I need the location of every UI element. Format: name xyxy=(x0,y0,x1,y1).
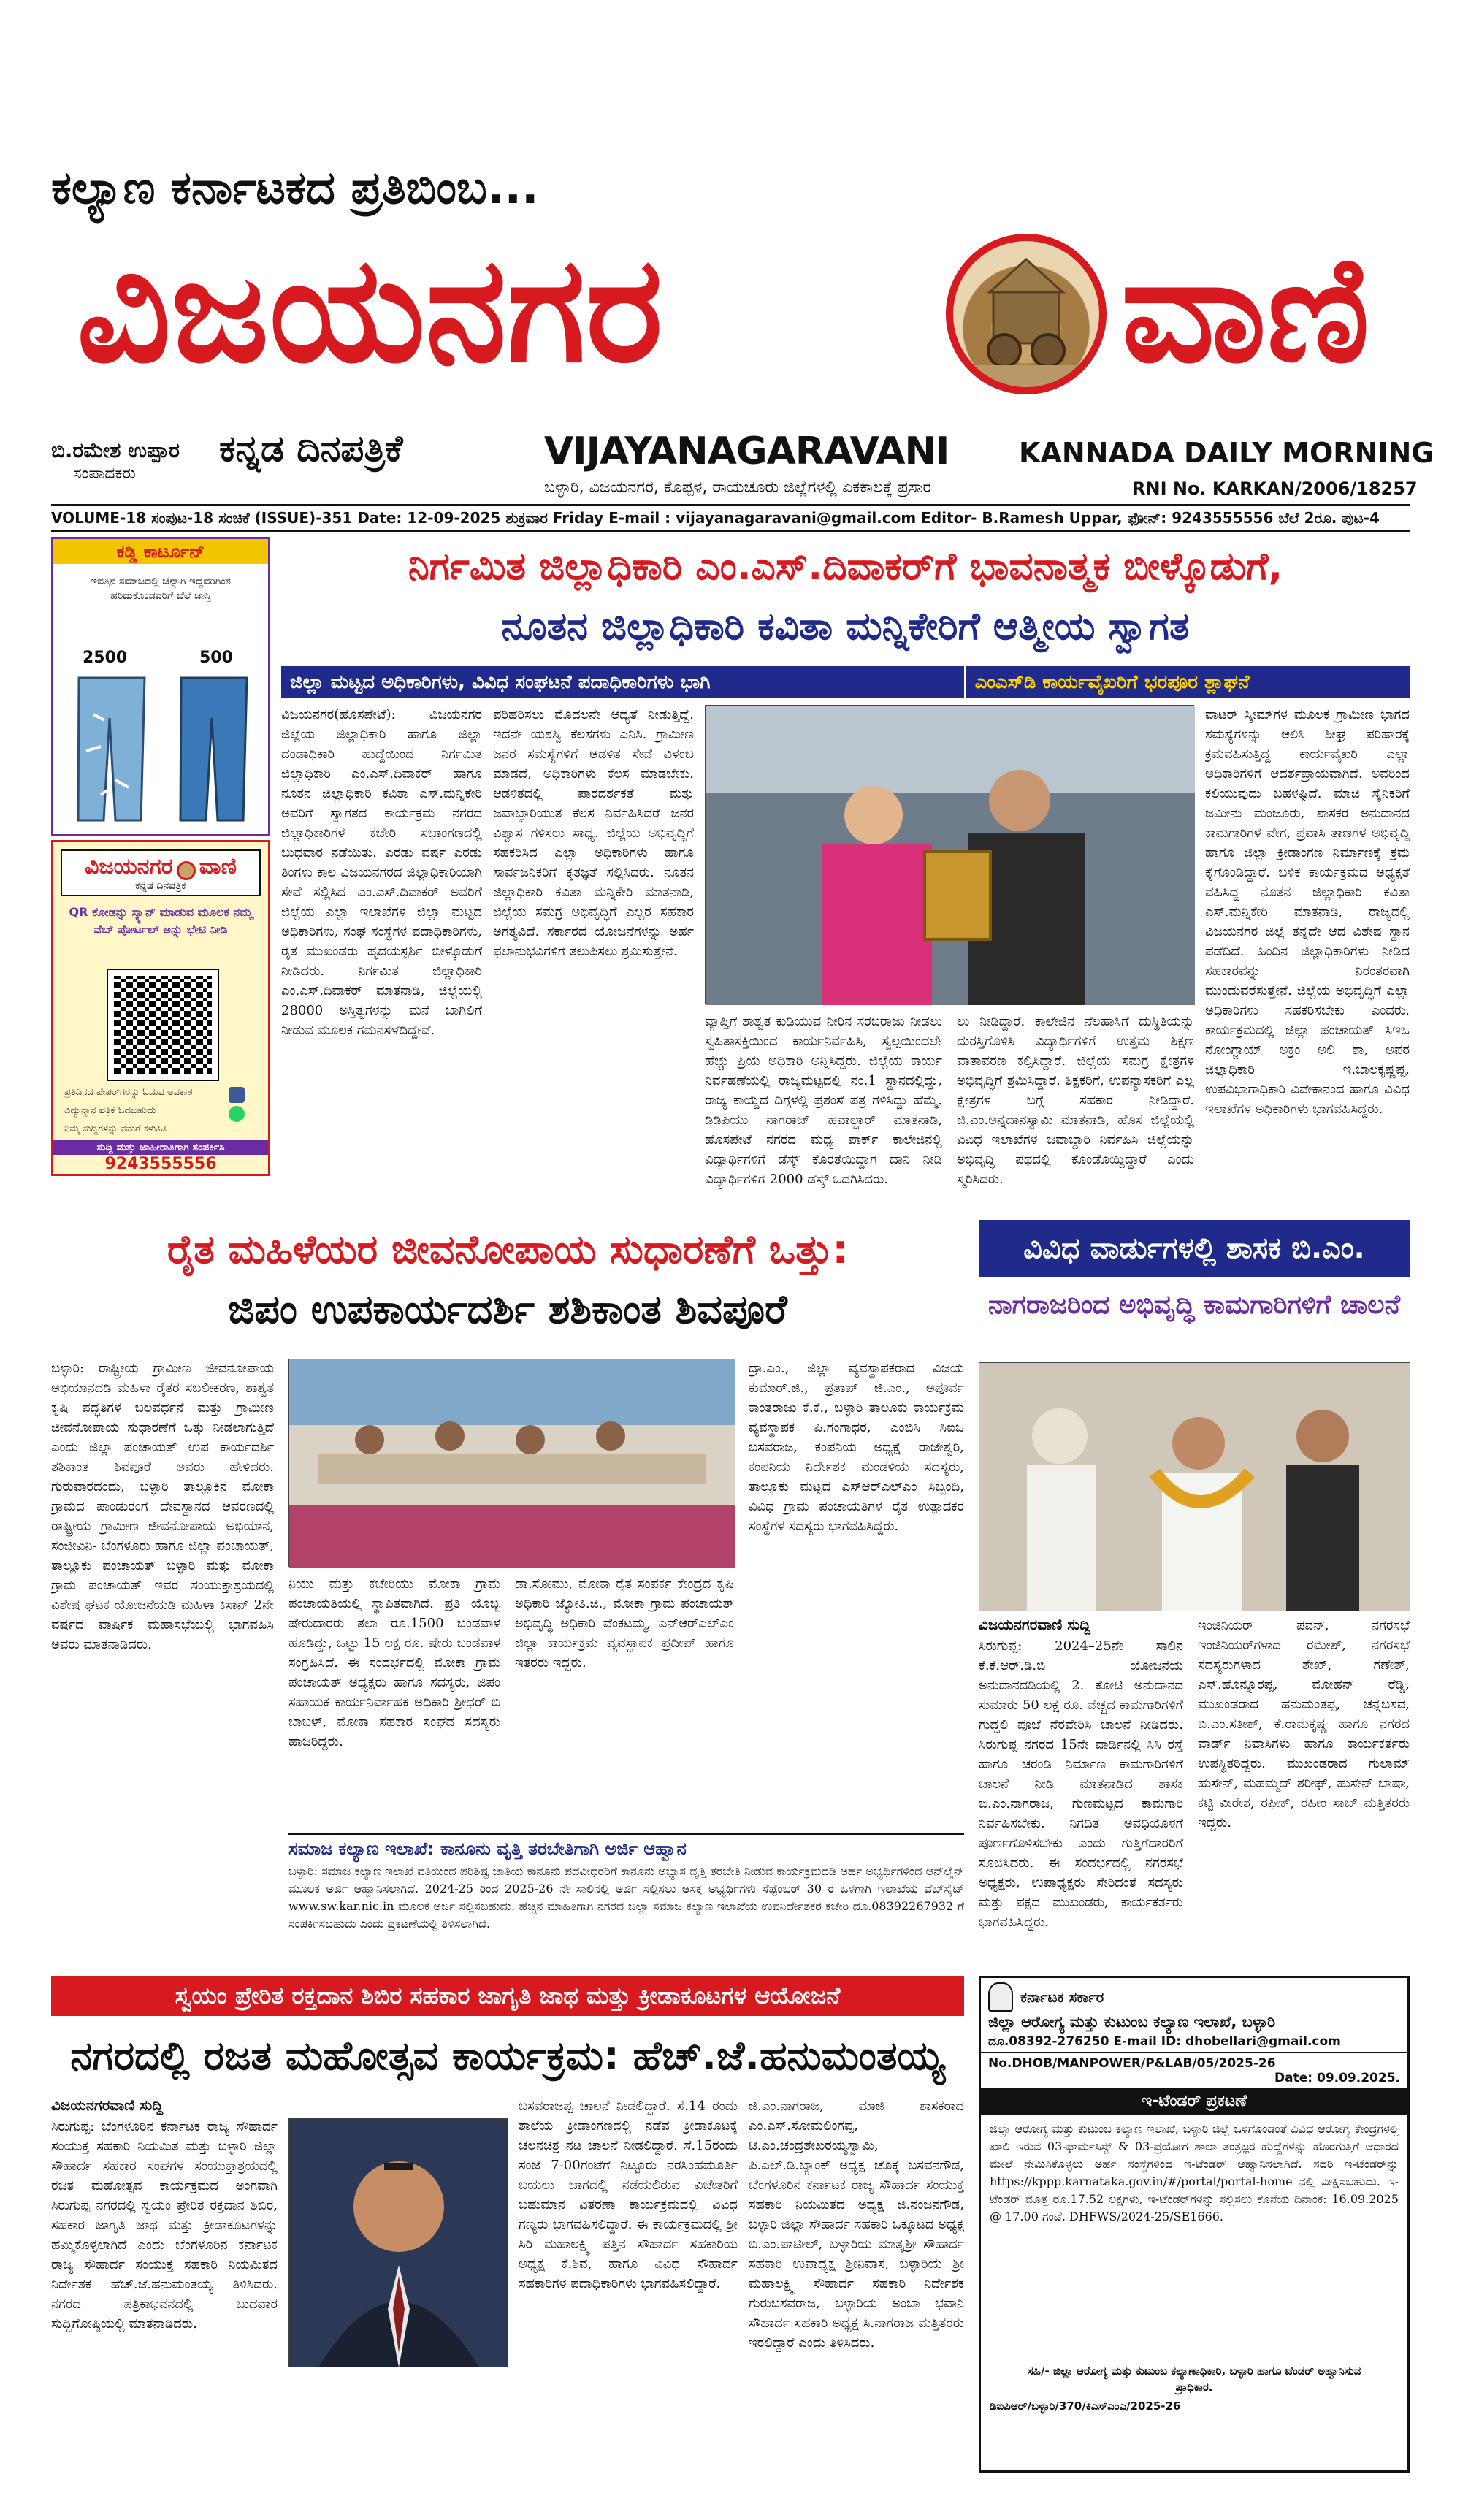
farmer-photo xyxy=(288,1359,734,1567)
inauguration-photo-icon xyxy=(979,1363,1410,1611)
cartoon-caption: ಇವತ್ತಿನ ಸಮಾಜದಲ್ಲಿ ಚೆನ್ನಾಗಿ ಇದ್ದವರಿಗಿಂತ ಹರಿದುಕೊಂಡವರಿಗೆ ಬೆಲೆ ಜಾಸ್ತಿ xyxy=(90,576,232,602)
welfare-box xyxy=(288,1833,964,1969)
tender-date: Date: 09.09.2025. xyxy=(1274,2071,1400,2085)
blood-donation-banner: ಸ್ವಯಂ ಪ್ರೇರಿತ ರಕ್ತದಾನ ಶಿಬಿರ ಸಹಕಾರ ಜಾಗೃತಿ ಜಾಥ ಮತ್ತು ಕ್ರೀಡಾಕೂಟಗಳ ಆಯೋಜನೆ xyxy=(51,1976,964,2016)
ad-brand-part1: ವಿಜಯನಗರ xyxy=(85,854,173,879)
lead-headline-line1: ನಿರ್ಗಮಿತ ಜಿಲ್ಲಾಧಿಕಾರಿ ಎಂ.ಎಸ್.ದಿವಾಕರ್‌ಗೆ ಭಾವನಾತ್ಮಕ ಬೀಳ್ಕೊಡುಗೆ, xyxy=(408,545,1283,589)
english-title: VIJAYANAGARAVANI xyxy=(544,429,949,473)
tender-contact: ದೂ.08392-276250 E-mail ID: dhobellari@gmail.com xyxy=(981,2033,1407,2053)
ad-brand-part2: ವಾಣಿ xyxy=(199,854,237,879)
masthead xyxy=(0,0,1479,526)
circulation-line: ಬಳ್ಳಾರಿ, ವಿಜಯನಗರ, ಕೊಪ್ಪಳ, ರಾಯಚೂರು ಜಿಲ್ಲೆಗಳಲ್ಲಿ ಏಕಕಾಲಕ್ಕೆ ಪ್ರಸಾರ xyxy=(544,478,932,497)
ad-qr-text: QR ಕೋಡನ್ನು ಸ್ಕ್ಯಾನ್ ಮಾಡುವ ಮೂಲಕ ನಮ್ಮ ವೆಬ್ ಪೋರ್ಟಲ್ ಅನ್ನು ಭೇಟಿ ನೀಡಿ xyxy=(69,904,253,936)
silver-col-2: ಬಸವರಾಜಪ್ಪ ಚಾಲನೆ ನೀಡಲಿದ್ದಾರೆ. ಸೆ.14 ರಂದು ಶಾಲೆಯ ಕ್ರೀಡಾಂಗಣದಲ್ಲಿ ನಡೆವ ಕ್ರೀಡಾಕೂಟಕ್ಕೆ ಚಲನಚಿತ್ರ ನಟ ಚಾಲನೆ ನೀಡಲಿದ್ದಾರೆ. ಸೆ.15ರಂದು ಸಂಜೆ 7-00ಗಂಟೆಗೆ ನಿಟ್ಟೂರು ನರಸಿಂಹಮೂರ್ತಿ ಬಯಲು ಜಾಗದಲ್ಲಿ ನಡೆಯಲಿರುವ ವಿಜೇತರಿಗೆ ಬಹುಮಾನ ವಿತರಣಾ ಕಾರ್ಯಕ್ರಮದಲ್ಲಿ ವಿವಿಧ ಗಣ್ಯರು ಭಾಗವಹಿಸಲಿದ್ದಾರೆ. ಈ ಕಾರ್ಯಕ್ರಮದಲ್ಲಿ ಶ್ರೀ ಸಿರಿ ಮಹಾಲಕ್ಷ್ಮಿ ಪತ್ತಿನ ಸೌಹಾರ್ದ ಸಹಕಾರಿಯ ಅಧ್ಯಕ್ಷ ಕೆ.ಶಿವ, ಹಾಗೂ ವಿವಿಧ ಸೌಹಾರ್ದ ಸಹಕಾರಿಗಳ ಪದಾಧಿಕಾರಿಗಳು ಭಾಗವಹಿಸಲಿದ್ದಾರೆ. xyxy=(519,2099,738,2291)
farmer-headline-line1: ರೈತ ಮಹಿಳೆಯರ ಜೀವನೋಪಾಯ ಸುಧಾರಣೆಗೆ ಒತ್ತು: xyxy=(167,1226,849,1272)
felicitation-photo-icon xyxy=(706,706,1195,1005)
tender-body: ಜಿಲ್ಲಾ ಆರೋಗ್ಯ ಮತ್ತು ಕುಟುಂಬ ಕಲ್ಯಾಣ ಇಲಾಖೆ, ಬಳ್ಳಾರಿ ಜಿಲ್ಲೆ ಒಳಗೊಂಡಂತೆ ವಿವಿಧ ಆರೋಗ್ಯ ಕೇಂದ್ರಗಳಲ್ಲಿ ಖಾಲಿ ಇರುವ 03-ಫಾರ್ಮಸಿಸ್ಟ್ & 03-ಪ್ರಯೋಗ ಶಾಲಾ ತಂತ್ರಜ್ಞರ ಹುದ್ದೆಗಳನ್ನು ಹೊರಗುತ್ತಿಗೆ ಆಧಾರದ ಮೇಲೆ ನೇಮಿಸಿಕೊಳ್ಳಲು ಅರ್ಹ ಸಂಸ್ಥೆಗಳಿಂದ ಇ-ಟೆಂಡರ್ ಆಹ್ವಾನಿಸಲಾಗಿದೆ. ಸದರಿ ಇ-ಟೆಂಡರ್‌ನ್ನು https://kppp.karnataka.gov.in/#/portal/portal-home ನಲ್ಲಿ ವೀಕ್ಷಿಸಬಹುದು. ಇ-ಟೆಂಡರ್ ಮೊತ್ತ ರೂ.17.52 ಲಕ್ಷಗಳು, ಇ-ಟೆಂಡರ್‌ಗಳನ್ನು ಸಲ್ಲಿಸಲು ಕೊನೆಯ ದಿನಾಂಕ: 16.09.2025 @ 17.00 ಗಂಟೆ. DHFWS/2024-25/SE1666. xyxy=(990,2122,1399,2223)
tender-footer: ಡಿಐಪಿಆರ್/ಬಳ್ಳಾರಿ/370/ಕಿಎಸ್‌ಎಂಎ/2025-26 xyxy=(990,2399,1181,2413)
karnataka-emblem-icon xyxy=(988,1982,1013,2012)
social-icons xyxy=(229,1087,258,1122)
masthead-title-part2: ವಾಣಿ xyxy=(1121,225,1370,395)
masthead-tagline: ಕಲ್ಯಾಣ ಕರ್ನಾಟಕದ ಪ್ರತಿಬಿಂಬ... xyxy=(51,161,539,214)
mla-headline xyxy=(979,1220,1410,1351)
tender-dept: ಜಿಲ್ಲಾ ಆರೋಗ್ಯ ಮತ್ತು ಕುಟುಂಬ ಕಲ್ಯಾಣ ಇಲಾಖೆ, ಬಳ್ಳಾರಿ xyxy=(988,2013,1276,2031)
stone-chariot-icon xyxy=(953,241,1099,387)
tender-ref: No.DHOB/MANPOWER/P&LAB/05/2025-26 xyxy=(988,2056,1276,2071)
price-right: 500 xyxy=(199,649,233,667)
farmer-col-2: ನಿಯು ಮತ್ತು ಕಚೇರಿಯು ಮೋಕಾ ಗ್ರಾಮ ಪಂಚಾಯತಿಯಲ್ಲಿ ಸ್ಥಾಪಿತವಾಗಿದೆ. ಪ್ರತಿ ಯೊಬ್ಬ ಷೇರುದಾರರು ತಲಾ ರೂ.1500 ಬಂಡವಾಳ ಹೂಡಿದ್ದು, ಒಟ್ಟು 15 ಲಕ್ಷ ರೂ. ಷೇರು ಬಂಡವಾಳ ಸಂಗ್ರಹಿಸಿದೆ. ಈ ಸಂದರ್ಭದಲ್ಲಿ ಮೋಕಾ ಗ್ರಾಮ ಪಂಚಾಯತ್ ಅಧ್ಯಕ್ಷರು ಹಾಗೂ ಸದಸ್ಯರು, ಜಿಪಂ ಸಹಾಯಕ ಕಾರ್ಯನಿರ್ವಾಹಕ ಅಧಿಕಾರಿ ಶ್ರೀಧರ್ ಬಿ ಬಾಬಳ್, ಮೋಕಾ ಸಹಕಾರ ಸಂಘದ ಸದಸ್ಯರು ಹಾಜರಿದ್ದರು. xyxy=(288,1576,500,1749)
mla-headline-line2: ನಾಗರಾಜರಿಂದ ಅಭಿವೃದ್ಧಿ ಕಾಮಗಾರಿಗಳಿಗೆ ಚಾಲನೆ xyxy=(987,1290,1401,1320)
silver-dateline: ವಿಜಯನಗರವಾಣಿ ಸುದ್ದಿ xyxy=(51,2096,164,2114)
tender-notice xyxy=(979,1976,1410,2473)
lead-subhead-bar xyxy=(281,666,1410,698)
facebook-icon xyxy=(229,1087,245,1103)
lead-col-mid-2: ಲು ನೀಡಿದ್ದಾರೆ. ಕಾಲೇಜಿನ ನೆಲಹಾಸಿಗೆ ದುಸ್ಥಿತಿಯನ್ನು ದುರಸ್ತಿಗೊಳಿಸಿ ವಿದ್ಯಾರ್ಥಿಗಳಿಗೆ ಉತ್ತಮ ಶಿಕ್ಷಣ ವಾತಾವರಣ ಕಲ್ಪಿಸಿದ್ದಾರೆ. ಜಿಲ್ಲೆಯ ಸಮಗ್ರ ಕ್ಷೇತ್ರಗಳ ಅಭಿವೃದ್ಧಿಗೆ ಶ್ರಮಿಸಿದ್ದಾರೆ. ಶಿಕ್ಷಕರಿಗೆ, ಉಪನ್ಯಾಸಕರಿಗೆ ಎಲ್ಲ ಕ್ಷೇತ್ರಗಳ ಬಗ್ಗೆ ಸಹಕಾರ ನೀಡಿದ್ದಾರೆ. ಜಿ.ಎಂ.ಅನ್ನದಾನಸ್ವಾಮಿ ಮಾತನಾಡಿ, ಹೊಸ ಜಿಲ್ಲೆಯಲ್ಲಿ ವಿವಿಧ ಇಲಾಖೆಗಳ ಜವಾಬ್ದಾರಿ ನಿರ್ವಹಿಸಿ ಜಿಲ್ಲೆಯನ್ನು ಅಭಿವೃದ್ಧಿ ಪಥದಲ್ಲಿ ಕೊಂಡೊಯ್ದಿದ್ದಾರೆ ಎಂದು ಸ್ಮರಿಸಿದರು. xyxy=(957,1014,1194,1187)
ad-brand xyxy=(61,849,261,896)
cartoon-box xyxy=(51,537,270,836)
silver-headline: ನಗರದಲ್ಲಿ ರಜತ ಮಹೋತ್ಸವ ಕಾರ್ಯಕ್ರಮ: ಹೆಚ್.ಜೆ.ಹನುಮಂತಯ್ಯ xyxy=(70,2033,945,2079)
meeting-photo-icon xyxy=(289,1359,735,1568)
lead-headline xyxy=(281,537,1410,661)
mla-headline-line1: ವಿವಿಧ ವಾರ್ಡುಗಳಲ್ಲಿ ಶಾಸಕ ಬಿ.ಎಂ. xyxy=(979,1220,1410,1277)
kannada-daily: ಕನ್ನಡ ದಿನಪತ್ರಿಕೆ xyxy=(219,427,403,470)
tender-govt: ಕರ್ನಾಟಕ ಸರ್ಕಾರ xyxy=(1020,1988,1104,2006)
ad-contact-label: ಸುದ್ದಿ ಮತ್ತು ಜಾಹೀರಾತಿಗಾಗಿ ಸಂಪರ್ಕಿಸಿ xyxy=(53,1140,268,1155)
farmer-headline xyxy=(51,1220,964,1344)
lead-col-right: ವಾಟರ್ ಸ್ಕೀಮ್‌ಗಳ ಮೂಲಕ ಗ್ರಾಮೀಣ ಭಾಗದ ಸಮಸ್ಯೆಗಳನ್ನು ಆಲಿಸಿ ಶೀಘ್ರ ಪರಿಹಾರಕ್ಕೆ ಕ್ರಮವಹಿಸುತ್ತಿದ್ದ ಕಾರ್ಯವೈಖರಿ ಎಲ್ಲಾ ಅಧಿಕಾರಿಗಳಿಗೆ ಆದರ್ಶಪ್ರಾಯವಾಗಿದೆ. ಅವರಿಂದ ಕಲಿಯುವುದು ಬಹಳಷ್ಟಿದೆ. ಮಾಜಿ ಸೈನಿಕರಿಗೆ ಜಮೀನು ಮಂಜೂರು, ಶಾಸಕರ ಅನುದಾನದ ಕಾಮಗಾರಿಗಳ ವೇಗ, ಪ್ರವಾಸಿ ತಾಣಗಳ ಅಭಿವೃದ್ಧಿ ಹಾಗೂ ಜಿಲ್ಲಾ ಕ್ರೀಡಾಂಗಣ ನಿರ್ಮಾಣಕ್ಕೆ ಕ್ರಮ ಕೈಗೊಂಡಿದ್ದಾರೆ. ಬಳಿಕ ಕಾರ್ಯಕ್ರಮದ ಅಧ್ಯಕ್ಷತೆ ವಹಿಸಿದ್ದ ನೂತನ ಜಿಲ್ಲಾಧಿಕಾರಿ ಕವಿತಾ ಎಸ್.ಮನ್ನಿಕೇರಿ ಮಾತನಾಡಿ, ರಾಜ್ಯದಲ್ಲಿ ವಿಜಯನಗರ ಜಿಲ್ಲೆ ತನ್ನದೇ ಆದ ವಿಶೇಷ ಸ್ಥಾನ ಪಡೆದಿದೆ. ಹಿಂದಿನ ಜಿಲ್ಲಾಧಿಕಾರಿಗಳು ನೀಡಿದ ಸಹಕಾರವನ್ನು ನಿರಂತರವಾಗಿ ಮುಂದುವರೆಸುತ್ತೇನೆ. ಜಿಲ್ಲೆಯ ಅಭಿವೃದ್ಧಿಗೆ ಎಲ್ಲಾ ಅಧಿಕಾರಿಗಳು ಸಹಕರಿಸಬೇಕು ಎಂದರು. ಕಾರ್ಯಕ್ರಮದಲ್ಲಿ ಜಿಲ್ಲಾ ಪಂಚಾಯತ್ ಸಿಇಒ ನೋಂಗ್ಜಾಯ್ ಅಕ್ರಂ ಅಲಿ ಶಾ, ಅಪರ ಜಿಲ್ಲಾಧಿಕಾರಿ ಇ.ಬಾಲಕೃಷ್ಣಪ್ಪ, ಉಪವಿಭಾಗಾಧಿಕಾರಿ ವಿವೇಕಾನಂದ ಹಾಗೂ ವಿವಿಧ ಇಲಾಖೆಗಳ ಅಧಿಕಾರಿಗಳು ಭಾಗವಹಿಸಿದ್ದರು. xyxy=(1205,707,1410,1117)
farmer-col-1: ಬಳ್ಳಾರಿ: ರಾಷ್ಟ್ರೀಯ ಗ್ರಾಮೀಣ ಜೀವನೋಪಾಯ ಅಭಿಯಾನದಡಿ ಮಹಿಳಾ ರೈತರ ಸಬಲೀಕರಣ, ಶಾಶ್ವತ ಕೃಷಿ ಪದ್ಧತಿಗಳ ಬಲವರ್ಧನೆ ಮತ್ತು ಗ್ರಾಮೀಣ ಜೀವನೋಪಾಯ ಸುಧಾರಣೆಗೆ ಒತ್ತು ನೀಡಲಾಗುತ್ತಿದೆ ಎಂದು ಜಿಲ್ಲಾ ಪಂಚಾಯತ್ ಉಪ ಕಾರ್ಯದರ್ಶಿ ಶಶಿಕಾಂತ ಶಿವಪೂರೆ ಅವರು ಹೇಳಿದರು. ಗುರುವಾರದಂದು, ಬಳ್ಳಾರಿ ತಾಲ್ಲೂಕಿನ ಮೋಕಾ ಗ್ರಾಮದ ಪಾಂಡುರಂಗ ದೇವಸ್ಥಾನದ ಆವರಣದಲ್ಲಿ ರಾಷ್ಟ್ರೀಯ ಗ್ರಾಮೀಣ ಜೀವನೋಪಾಯ ಅಭಿಯಾನ, ಸಂಜೀವಿನಿ- ಬೆಂಗಳೂರು ಹಾಗೂ ಜಿಲ್ಲಾ ಪಂಚಾಯತ್, ತಾಲ್ಲೂಕು ಪಂಚಾಯತ್ ಬಳ್ಳಾರಿ ಮತ್ತು ಮೋಕಾ ಗ್ರಾಮ ಪಂಚಾಯತ್ ಇವರ ಸಂಯುಕ್ತಾಶ್ರಯದಲ್ಲಿ ವಿಶೇಷ ಘಟಕ ಯೋಜನೆಯಡಿ ಮಹಿಳಾ ಕಿಸಾನ್ 2ನೇ ವರ್ಷದ ವಾರ್ಷಿಕ ಮಹಾಸಭೆಯಲ್ಲಿ ಭಾಗವಹಿಸಿ ಅವರು ಮಾತನಾಡಿದರು. xyxy=(51,1361,274,1652)
editor-name: ಬಿ.ರಮೇಶ ಉಪ್ಪಾರ xyxy=(51,438,180,462)
lead-headline-line2: ನೂತನ ಜಿಲ್ಲಾಧಿಕಾರಿ ಕವಿತಾ ಮನ್ನಿಕೇರಿಗೆ ಆತ್ಮೀಯ ಸ್ವಾಗತ xyxy=(501,605,1190,649)
tender-notice-title: ಇ-ಟೆಂಡರ್ ಪ್ರಕಟಣೆ xyxy=(981,2088,1407,2115)
silver-col-3: ಜಿ.ಎಂ.ನಾಗರಾಜ, ಮಾಜಿ ಶಾಸಕರಾದ ಎಂ.ಎಸ್.ಸೋಮಲಿಂಗಪ್ಪ, ಟಿ.ಎಂ.ಚಂದ್ರಶೇಖರಯ್ಯಸ್ವಾಮಿ, ಪಿ.ಎಲ್.ಡಿ.ಬ್ಯಾಂಕ್ ಅಧ್ಯಕ್ಷ ಚೊಕ್ಕ ಬಸವನಗೌಡ, ಬೆಂಗಳೂರಿನ ಕರ್ನಾಟಕ ರಾಜ್ಯ ಸೌಹಾರ್ದ ಸಂಯುಕ್ತ ಸಹಕಾರಿ ನಿಯಮಿತದ ಅಧ್ಯಕ್ಷ ಜಿ.ನಂಜನಗೌಡ, ಬಳ್ಳಾರಿ ಜಿಲ್ಲಾ ಸೌಹಾರ್ದ ಸಹಕಾರಿ ಒಕ್ಕೂಟದ ಅಧ್ಯಕ್ಷ ಬಿ.ಎಂ.ಪಾಟೀಲ್, ಬಳ್ಳಾರಿಯ ಮಾತೃಶ್ರೀ ಸೌಹಾರ್ದ ಸಹಕಾರಿ ಉಪಾಧ್ಯಕ್ಷ ಶ್ರೀನಿವಾಸ, ಬಳ್ಳಾರಿಯ ಶ್ರೀ ಮಹಾಲಕ್ಷ್ಮಿ ಸೌಹಾರ್ದ ಸಹಕಾರಿ ನಿರ್ದೇಶಕ ಗುರುಬಸವರಾಜ, ಬಳ್ಳಾರಿಯ ಅಂಬಾ ಭವಾನಿ ಸೌಹಾರ್ದ ಸಹಕಾರಿ ಅಧ್ಯಕ್ಷ ಸಿ.ನಾಗರಾಜ ಮತ್ತಿತರರು ಇರಲಿದ್ದಾರೆ ಎಂದು ತಿಳಿಸಿದರು. xyxy=(749,2099,964,2351)
qr-ad-box xyxy=(51,840,270,1176)
farmer-headline-line2: ಜಿಪಂ ಉಪಕಾರ್ಯದರ್ಶಿ ಶಶಿಕಾಂತ ಶಿವಪೂರೆ xyxy=(228,1286,787,1332)
silver-col-1: ಸಿರುಗುಪ್ಪ: ಬೆಂಗಳೂರಿನ ಕರ್ನಾಟಕ ರಾಜ್ಯ ಸೌಹಾರ್ದ ಸಂಯುಕ್ತ ಸಹಕಾರಿ ನಿಯಮಿತ ಮತ್ತು ಬಳ್ಳಾರಿ ಜಿಲ್ಲಾ ಸೌಹಾರ್ದ ಸಹಕಾರ ಸಂಘಗಳ ಸಂಯುಕ್ತಾಶ್ರಯದಲ್ಲಿ ರಜತ ಮಹೋತ್ಸವ ಕಾರ್ಯಕ್ರಮದ ಅಂಗವಾಗಿ ಸಿರುಗುಪ್ಪ ನಗರದಲ್ಲಿ ಸ್ವಯಂ ಪ್ರೇರಿತ ರಕ್ತದಾನ ಶಿಬಿರ, ಸಹಕಾರ ಜಾಗೃತಿ ಜಾಥ ಮತ್ತು ಕ್ರೀಡಾಕೂಟಗಳನ್ನು ಹಮ್ಮಿಕೊಳ್ಳಲಾಗಿದೆ ಎಂದು ಬೆಂಗಳೂರಿನ ಕರ್ನಾಟಕ ರಾಜ್ಯ ಸೌಹಾರ್ದ ಸಂಯುಕ್ತ ಸಹಕಾರಿ ನಿಯಮಿತದ ನಿರ್ದೇಶಕ ಹೆಚ್.ಜೆ.ಹನುಮಂತಯ್ಯ ತಿಳಿಸಿದರು. ನಗರದ ಪತ್ರಿಕಾಭವನದಲ್ಲಿ ಬುಧವಾರ ಸುದ್ದಿಗೋಷ್ಠಿಯಲ್ಲಿ ಮಾತನಾಡಿದರು. xyxy=(51,2119,278,2332)
ad-logo-icon xyxy=(177,861,196,880)
hampi-chariot-logo xyxy=(946,234,1107,394)
whatsapp-icon xyxy=(229,1106,245,1122)
mla-dateline: ವಿಜಯನಗರವಾಣಿ ಸುದ್ದಿ xyxy=(979,1616,1091,1633)
farmer-col-4: ದ್ರಾ.ಎಂ., ಜಿಲ್ಲಾ ವ್ಯವಸ್ಥಾಪಕರಾದ ವಿಜಯ ಕುಮಾರ್.ಜಿ., ಪ್ರತಾಪ್ ಜಿ.ಎಂ., ಅಪೂರ್ವ ಕಾಂತರಾಜು ಕೆ.ಕೆ., ಬಳ್ಳಾರಿ ತಾಲೂಕು ಕಾರ್ಯಕ್ರಮ ವ್ಯವಸ್ಥಾಪಕ ಪಿ.ಗಂಗಾಧರ, ಎಂಬಿಸಿ ಸಿಐಒ ಬಸವರಾಜ, ಕಂಪನಿಯ ಅಧ್ಯಕ್ಷೆ ರಾಜೇಶ್ವರಿ, ಕಂಪನಿಯ ನಿರ್ದೇಶಕ ಮಂಡಳಿಯ ಸದಸ್ಯರು, ತಾಲ್ಲೂಕು ಮಟ್ಟದ ಎಸ್‌ಆರ್‌ಎಲ್‌ಎಂ ಸಿಬ್ಬಂದಿ, ವಿವಿಧ ಗ್ರಾಮ ಪಂಚಾಯತಿಗಳ ರೈತ ಉತ್ಪಾದಕರ ಸಂಸ್ಥೆಗಳ ಸದಸ್ಯರು ಭಾಗವಹಿಸಿದ್ದರು. xyxy=(749,1361,964,1534)
ad-brand-sub: ಕನ್ನಡ ದಿನಪತ್ರಿಕೆ xyxy=(134,879,186,892)
hanumanthaiah-portrait xyxy=(288,2118,508,2367)
mla-col-1: ಸಿರುಗುಪ್ಪ: 2024–25ನೇ ಸಾಲಿನ ಕೆ.ಕೆ.ಆರ್.ಡಿ.ಬಿ ಯೋಜನೆಯ ಅನುದಾನದಡಿಯಲ್ಲಿ 2. ಕೋಟಿ ಅನುದಾನದ ಸುಮಾರು 50 ಲಕ್ಷ ರೂ. ವೆಚ್ಚದ ಕಾಮಗಾರಿಗಳಿಗೆ ಗುದ್ದಲಿ ಪೂಜೆ ನೆರವೇರಿಸಿ ಚಾಲನೆ ನೀಡಿದರು. ಸಿರುಗುಪ್ಪ ನಗರದ 15ನೇ ವಾರ್ಡಿನಲ್ಲಿ ಸಿಸಿ ರಸ್ತೆ ಹಾಗೂ ಚರಂಡಿ ನಿರ್ಮಾಣ ಕಾಮಗಾರಿಗಳಿಗೆ ಚಾಲನೆ ನೀಡಿ ಮಾತನಾಡಿದ ಶಾಸಕ ಬಿ.ಎಂ.ನಾಗರಾಜ, ಗುಣಮಟ್ಟದ ಕಾಮಗಾರಿ ನಿರ್ವಹಿಸಬೇಕು. ನಿಗದಿತ ಅವಧಿಯೊಳಗೆ ಪೂರ್ಣಗೊಳಿಸಬೇಕು ಎಂದು ಗುತ್ತಿಗೆದಾರರಿಗೆ ಸೂಚಿಸಿದರು. ಈ ಸಂದರ್ಭದಲ್ಲಿ ನಗರಸಭೆ ಅಧ್ಯಕ್ಷರು, ಉಪಾಧ್ಯಕ್ಷರು ಸೇರಿದಂತೆ ಸದಸ್ಯರು ಮತ್ತು ಪಕ್ಷದ ಮುಖಂಡರು, ಕಾರ್ಯಕರ್ತರು ಭಾಗವಹಿಸಿದ್ದರು. xyxy=(979,1638,1183,1930)
info-bar xyxy=(51,504,1410,532)
info-bar-text: VOLUME-18 ಸಂಪುಟ-18 ಸಂಚಿಕೆ (ISSUE)-351 Date: 12-09-2025 ಶುಕ್ರವಾರ Friday E-mail : vijayanagaravani@gmail.com Editor- B.Ramesh Uppar, ಫೋನ್: 9243555556 ಬೆಲೆ 2ರೂ. ಪುಟ-4 xyxy=(51,509,1380,527)
lead-subhead-right: ಎಂಎಸ್‌ಡಿ ಕಾರ್ಯವೈಖರಿಗೆ ಭರಪೂರ ಶ್ಲಾಘನೆ xyxy=(964,666,1410,698)
lead-photo xyxy=(705,705,1194,1004)
farmer-col-3: ಡಾ.ಸೋಮು, ಮೋಕಾ ರೈತ ಸಂಪರ್ಕ ಕೇಂದ್ರದ ಕೃಷಿ ಅಧಿಕಾರಿ ಜ್ಯೋತಿ.ಜಿ., ಮೋಕಾ ಗ್ರಾಮ ಪಂಚಾಯತ್ ಅಭಿವೃದ್ಧಿ ಅಧಿಕಾರಿ ವೆಂಕಟಮ್ಮ, ಎನ್‌ಆರ್‌ಎಲ್‌ಎಂ ಜಿಲ್ಲಾ ಕಾರ್ಯಕ್ರಮ ವ್ಯವಸ್ಥಾಪಕ ಪ್ರದೀಪ್ ಹಾಗೂ ಇತರರು ಇದ್ದರು. xyxy=(515,1576,734,1671)
mla-photo xyxy=(979,1362,1410,1611)
ad-line-2: ವಿದ್ಯುನ್ಮಾನ ಪತ್ರಿಕೆ ಓದಬಹುದು xyxy=(64,1105,156,1116)
mla-col-2: ಇಂಜಿನಿಯರ್ ಪವನ್, ನಗರಸಭೆ ಇಂಜಿನಿಯರ್‌ಗಳಾದ ರಮೇಶ್, ನಗರಸಭೆ ಸದಸ್ಯರುಗಳಾದ ಶೇಖ್, ಗಣೇಶ್, ಎಸ್.ಹೊನ್ನೂರಪ್ಪ, ಮೋಹನ್ ರೆಡ್ಡಿ, ಮುಖಂಡರಾದ ಹನುಮಂತಪ್ಪ, ಚನ್ನಬಸವ, ಬಿ.ಎಂ.ಸತೀಶ್, ಕೆ.ರಾಮಕೃಷ್ಣ ಹಾಗೂ ನಗರದ ವಾರ್ಡ್ ನಿವಾಸಿಗಳು ಹಾಗೂ ಕಾರ್ಯಕರ್ತರು ಉಪಸ್ಥಿತರಿದ್ದರು. ಮುಖಂಡರಾದ ಗುಲಾಮ್ ಹುಸೇನ್, ಮಹಮ್ಮದ್ ಶರೀಫ್, ಹುಸೇನ್ ಬಾಷಾ, ಕಟ್ಟಿ ವೀರೇಶ, ರಫೀಕ್, ರಹೀಂ ಸಾಬ್ ಮತ್ತಿತರರು ಇದ್ದರು. xyxy=(1198,1618,1410,1830)
lead-col-1: ವಿಜಯನಗರ(ಹೊಸಪೇಟೆ): ವಿಜಯನಗರ ಜಿಲ್ಲೆಯ ಜಿಲ್ಲಾಧಿಕಾರಿ ಹಾಗೂ ಜಿಲ್ಲಾ ದಂಡಾಧಿಕಾರಿ ಹುದ್ದೆಯಿಂದ ನಿರ್ಗಮಿತ ಜಿಲ್ಲಾಧಿಕಾರಿ ಎಂ.ಎಸ್.ದಿವಾಕರ್ ಹಾಗೂ ನೂತನ ಜಿಲ್ಲಾಧಿಕಾರಿ ಕವಿತಾ ಎಸ್.ಮನ್ನಿಕೇರಿ ಅವರಿಗೆ ಸ್ವಾಗತದ ಕಾರ್ಯಕ್ರಮ ನಗರದ ಜಿಲ್ಲಾಧಿಕಾರಿಗಳ ಕಚೇರಿ ಸಭಾಂಗಣದಲ್ಲಿ ಬುಧವಾರ ನಡೆಯಿತು. ಎರಡು ವರ್ಷ ಎರಡು ತಿಂಗಳು ಕಾಲ ವಿಜಯನಗರದ ಜಿಲ್ಲಾಧಿಕಾರಿಯಾಗಿ ಸೇವೆ ಸಲ್ಲಿಸಿದ ಎಂ.ಎಸ್.ದಿವಾಕರ್ ಅವರಿಗೆ ಜಿಲ್ಲೆಯ ಎಲ್ಲಾ ಇಲಾಖೆಗಳ ಜಿಲ್ಲಾ ಮಟ್ಟದ ಅಧಿಕಾರಿಗಳು, ಸಂಘ ಸಂಸ್ಥೆಗಳ ಪದಾಧಿಕಾರಿಗಳು, ರೈತ ಮುಖಂಡರು ಹೃದಯಸ್ಪರ್ಶಿ ಬೀಳ್ಕೊಡುಗೆ ನೀಡಿದರು. ನಿರ್ಗಮಿತ ಜಿಲ್ಲಾಧಿಕಾರಿ ಎಂ.ಎಸ್.ದಿವಾಕರ್ ಮಾತನಾಡಿ, ಜಿಲ್ಲೆಯಲ್ಲಿ 28000 ಅಸ್ತಿತ್ವಗಳನ್ನು ಮನೆ ಬಾಗಿಲಿಗೆ ನೀಡುವ ಮೂಲಕ ಗಮನಸೆಳೆದಿದ್ದೇವೆ. xyxy=(281,707,482,1038)
cartoon-title: ಕಡ್ಡಿ ಕಾರ್ಟೂನ್ xyxy=(53,539,268,564)
masthead-title xyxy=(77,219,1406,402)
ad-phone: 9243555556 xyxy=(104,1155,217,1173)
welfare-headline: ಸಮಾಜ ಕಲ್ಯಾಣ ಇಲಾಖೆ: ಕಾನೂನು ವೃತ್ತಿ ತರಬೇತಿಗಾಗಿ ಅರ್ಜಿ ಆಹ್ವಾನ xyxy=(288,1839,687,1859)
qr-code[interactable] xyxy=(108,970,218,1080)
ad-line-1: ಪ್ರತಿದಿನದ ಪೇಪರ್‌ಗಳನ್ನು ಓದುವ ಅವಕಾಶ xyxy=(64,1087,193,1098)
rni-number: RNI No. KARKAN/2006/18257 xyxy=(1132,478,1418,499)
welfare-body: ಬಳ್ಳಾರಿ: ಸಮಾಜ ಕಲ್ಯಾಣ ಇಲಾಖೆ ವತಿಯಿಂದ ಪರಿಶಿಷ್ಟ ಜಾತಿಯ ಕಾನೂನು ಪದವೀಧರರಿಗೆ ಕಾನೂನು ಅಭ್ಯಾಸ ವೃತ್ತಿ ತರಬೇತಿ ನೀಡುವ ಕಾರ್ಯಕ್ರಮದಡಿ ಅರ್ಹ ಅಭ್ಯರ್ಥಿಗಳಿಂದ ಆನ್‌ಲೈನ್ ಮೂಲಕ ಅರ್ಜಿ ಆಹ್ವಾನಿಸಲಾಗಿದೆ. 2024-25 ರಿಂದ 2025-26 ನೇ ಸಾಲಿನಲ್ಲಿ ಅರ್ಜಿ ಸಲ್ಲಿಸಲು ಆಸಕ್ತ ಅಭ್ಯರ್ಥಿಗಳು ಸೆಪ್ಟೆಂಬರ್ 30 ರ ಒಳಗಾಗಿ ಇಲಾಖೆಯ ವೆಬ್‌ಸೈಟ್ www.sw.kar.nic.in ಮೂಲಕ ಅರ್ಜಿ ಸಲ್ಲಿಸಬಹುದು. ಹೆಚ್ಚಿನ ಮಾಹಿತಿಗಾಗಿ ನಗರದ ಜಿಲ್ಲಾ ಸಮಾಜ ಕಲ್ಯಾಣ ಇಲಾಖೆಯ ಉಪನಿರ್ದೇಶಕರ ಕಚೇರಿ ದೂ.08392267932 ಗೆ ಸಂಪರ್ಕಿಸಬಹುದು ಎಂದು ಪ್ರಕಟಣೆಯಲ್ಲಿ ತಿಳಿಸಲಾಗಿದೆ. xyxy=(288,1864,964,1931)
lead-col-2: ಪರಿಹರಿಸಲು ಮೊದಲನೇ ಆದ್ಯತೆ ನೀಡುತ್ತಿದ್ದೆ. ಇದನೇ ಯಶಸ್ವಿ ಕೆಲಸಗಳು ಎನಿಸಿ. ಗ್ರಾಮೀಣ ಜನರ ಸಮಸ್ಯೆಗಳಿಗೆ ಆಡಳಿತ ಸೇವೆ ವಿಳಂಬ ಮಾಡದೆ, ಅಧಿಕಾರಿಗಳು ಕೆಲಸ ಮಾಡಬೇಕು. ಆಡಳಿತದಲ್ಲಿ ಪಾರದರ್ಶಕತೆ ಮತ್ತು ಜವಾಬ್ದಾರಿಯುತ ಕೆಲಸ ನಿರ್ವಹಿಸಿದರೆ ಜನರ ವಿಶ್ವಾಸ ಗಳಿಸಲು ಸಾಧ್ಯ. ಜಿಲ್ಲೆಯ ಅಭಿವೃದ್ಧಿಗೆ ಸಹಕರಿಸಿದ ಎಲ್ಲಾ ಅಧಿಕಾರಿಗಳು ಹಾಗೂ ಸಾರ್ವಜನಿಕರಿಗೆ ಕೃತಜ್ಞತೆ ಸಲ್ಲಿಸಿದರು. ನೂತನ ಜಿಲ್ಲಾಧಿಕಾರಿ ಕವಿತಾ ಮನ್ನಿಕೇರಿ ಮಾತನಾಡಿ, ಜಿಲ್ಲೆಯ ಸಮಗ್ರ ಅಭಿವೃದ್ಧಿಗೆ ಎಲ್ಲರ ಸಹಕಾರ ಅಗತ್ಯವಿದೆ. ಸರ್ಕಾರದ ಯೋಜನೆಗಳನ್ನು ಅರ್ಹ ಫಲಾನುಭವಿಗಳಿಗೆ ತಲುಪಿಸಲು ಶ್ರಮಿಸುತ್ತೇನೆ. xyxy=(493,707,694,959)
tender-signature: ಸಹಿ/- ಜಿಲ್ಲಾ ಆರೋಗ್ಯ ಮತ್ತು ಕುಟುಂಬ ಕಲ್ಯಾಣಾಧಿಕಾರಿ, ಬಳ್ಳಾರಿ ಹಾಗೂ ಟೆಂಡರ್ ಅಹ್ವಾನಿಸುವ ಪ್ರಾಧಿಕಾರ. xyxy=(1027,2364,1361,2394)
jeans-cartoon-icon xyxy=(64,671,261,828)
lead-subhead-left: ಜಿಲ್ಲಾ ಮಟ್ಟದ ಅಧಿಕಾರಿಗಳು, ವಿವಿಧ ಸಂಘಟನೆ ಪದಾಧಿಕಾರಿಗಳು ಭಾಗಿ xyxy=(290,671,711,693)
masthead-title-part1: ವಿಜಯನಗರ xyxy=(77,225,663,395)
editor-role: ಸಂಪಾದಕರು xyxy=(73,465,137,483)
price-left: 2500 xyxy=(83,649,128,667)
lead-col-mid: ವ್ಯಾಪ್ತಿಗೆ ಶಾಶ್ವತ ಕುಡಿಯುವ ನೀರಿನ ಸರಬರಾಜು ನೀಡಲು ಸ್ವಹಿತಾಸಕ್ತಿಯಿಂದ ಕಾರ್ಯನಿರ್ವಹಿಸಿ, ಸ್ವಲ್ಪಯಿಂದಲೇ ಹೆಚ್ಚು ಪ್ರಿಯ ಅಧಿಕಾರಿ ಅನ್ನಿಸಿದ್ದರು. ಜಿಲ್ಲೆಯ ಕಾರ್ಯ ನಿರ್ವಹಣೆಯಲ್ಲಿ ರಾಜ್ಯಮಟ್ಟದಲ್ಲಿ ನಂ.1 ಸ್ಥಾನದಲ್ಲಿದ್ದು, ರಾಜ್ಯ ಕಾಯ್ದೆದ ದಿಗ್ಗಳಲ್ಲಿ ಪ್ರಶಂಸೆ ಪತ್ರ ಗಳಿಸಿದ್ದು ಹೆಮ್ಮೆ. ಡಿಡಿಪಿಯು ನಾಗರಾಜ್ ಹವಾಲ್ದಾರ್ ಮಾತನಾಡಿ, ಹೊಸಪೇಟೆ ನಗರದ ಮಧ್ಯ ಪಾರ್ಕ್ ಕಾಲೇಜಿನಲ್ಲಿ ವಿದ್ಯಾರ್ಥಿಗಳಿಗೆ ಡೆಸ್ಕ್ ಕೊರತೆಯಿದ್ದಾಗ ದಾನಿ ನೀಡಿ ವಿದ್ಯಾರ್ಥಿಗಳಿಗೆ 2000 ಡೆಸ್ಕ್ ಒದಗಿಸಿದರು. xyxy=(705,1014,942,1187)
english-subtitle: KANNADA DAILY MORNING xyxy=(1019,437,1434,469)
portrait-photo-icon xyxy=(289,2119,508,2367)
ad-line-3: ನಿಮ್ಮ ಸುದ್ದಿಗಳನ್ನು ನಮಗೆ ಕಳುಹಿಸಿ xyxy=(64,1123,168,1134)
